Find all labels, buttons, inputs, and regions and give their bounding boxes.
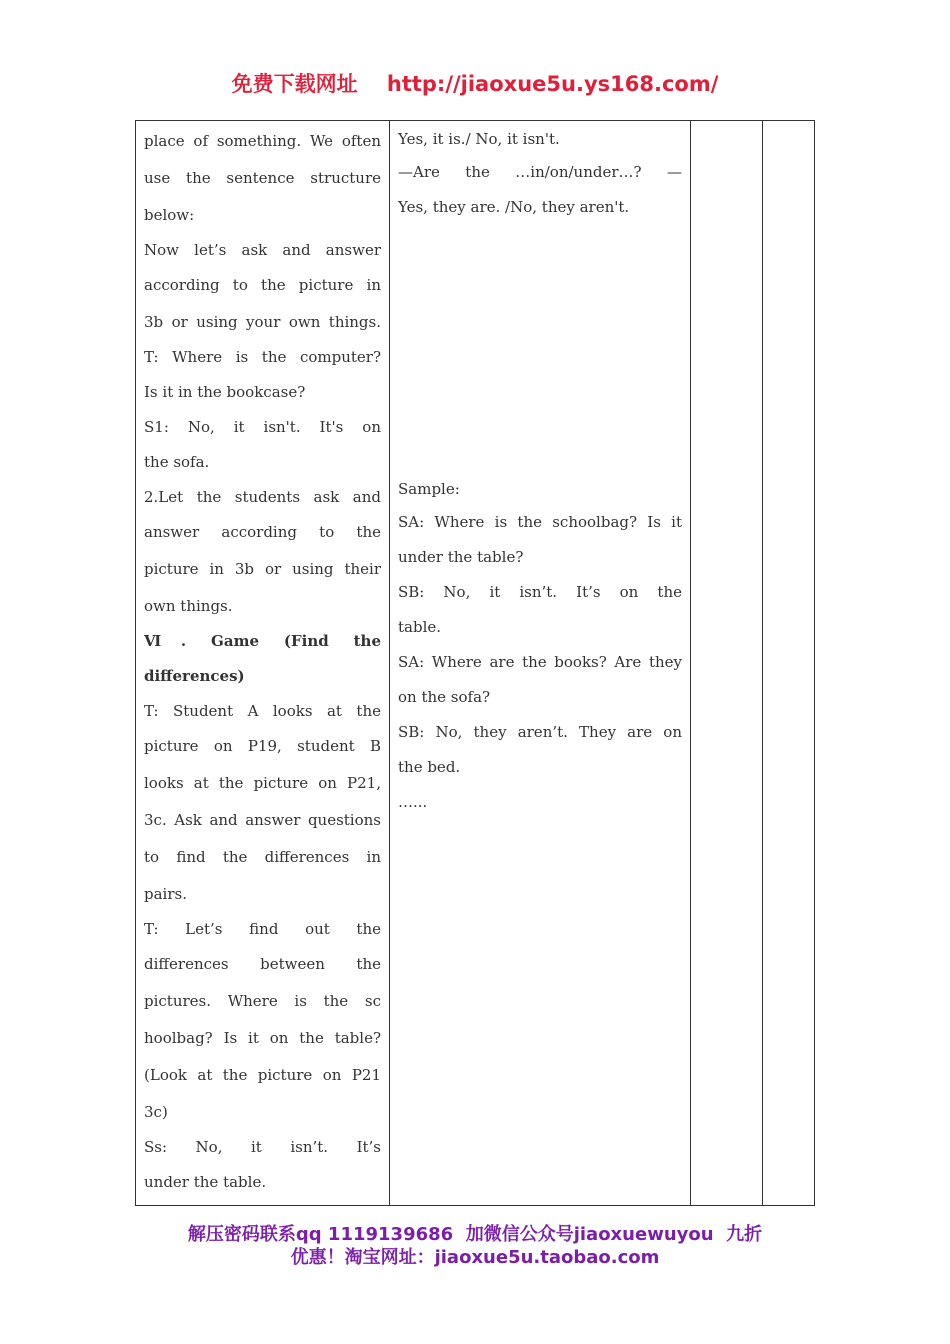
- text-line: Now let’s ask and answer: [144, 241, 381, 259]
- text-line: hoolbag? Is it on the table?: [144, 1029, 381, 1047]
- text-line: 2.Let the students ask and: [144, 488, 381, 506]
- column-divider: [389, 121, 390, 1205]
- text-line: table.: [398, 618, 442, 636]
- footer-line-1: 解压密码联系qq 1119139686 加微信公众号jiaoxuewuyou 九折: [187, 1224, 763, 1245]
- text-line: own things.: [144, 597, 233, 615]
- text-line: Yes, it is./ No, it isn't.: [398, 130, 560, 148]
- text-line: —Are the …in/on/under…? —: [398, 163, 682, 181]
- teacher-activity-column: [144, 123, 381, 1201]
- text-line: picture in 3b or using their: [144, 560, 381, 578]
- text-line: T: Let’s find out the: [144, 920, 381, 938]
- column-divider: [762, 121, 763, 1205]
- sample-dialogue: [398, 473, 682, 819]
- text-line: T: Where is the computer?: [144, 348, 381, 366]
- text-line: 3b or using your own things.: [144, 313, 381, 331]
- text-line: answer according to the: [144, 523, 381, 541]
- text-line: under the table?: [398, 548, 524, 566]
- text-line: on the sofa?: [398, 688, 491, 706]
- text-line: SB: No, it isn’t. It’s on the: [398, 583, 682, 601]
- lesson-table: [135, 120, 815, 1206]
- text-line: use the sentence structure: [144, 169, 381, 187]
- text-line: below:: [144, 206, 195, 224]
- text-line: pictures. Where is the sc: [144, 992, 381, 1010]
- text-line: S1: No, it isn't. It's on: [144, 418, 381, 436]
- text-line: …...: [398, 793, 428, 811]
- student-activity-column: [398, 123, 682, 226]
- text-line: SA: Where are the books? Are they: [398, 653, 682, 671]
- text-line: SB: No, they aren’t. They are on: [398, 723, 682, 741]
- text-line: Yes, they are. /No, they aren't.: [398, 198, 630, 216]
- text-line: Ⅵ. Game (Find the: [144, 632, 381, 650]
- text-line: the bed.: [398, 758, 461, 776]
- text-line: Is it in the bookcase?: [144, 383, 306, 401]
- text-line: T: Student A looks at the: [144, 702, 381, 720]
- footer-line-2: 优惠！淘宝网址：jiaoxue5u.taobao.com: [290, 1247, 660, 1268]
- text-line: (Look at the picture on P21: [144, 1066, 381, 1084]
- header-title: 免费下载网址 http://jiaoxue5u.ys168.com/: [231, 72, 719, 96]
- text-line: under the table.: [144, 1173, 267, 1191]
- text-line: differences between the: [144, 955, 381, 973]
- text-line: Sample:: [398, 480, 460, 498]
- text-line: 3c. Ask and answer questions: [144, 811, 381, 829]
- text-line: according to the picture in: [144, 276, 381, 294]
- text-line: to find the differences in: [144, 848, 381, 866]
- text-line: differences): [144, 667, 245, 685]
- text-line: looks at the picture on P21,: [144, 774, 381, 792]
- text-line: pairs.: [144, 885, 187, 903]
- text-line: Ss: No, it isn’t. It’s: [144, 1138, 381, 1156]
- column-divider: [690, 121, 691, 1205]
- text-line: place of something. We often: [144, 132, 381, 150]
- text-line: 3c): [144, 1103, 168, 1121]
- text-line: the sofa.: [144, 453, 210, 471]
- text-line: SA: Where is the schoolbag? Is it: [398, 513, 682, 531]
- text-line: picture on P19, student B: [144, 737, 381, 755]
